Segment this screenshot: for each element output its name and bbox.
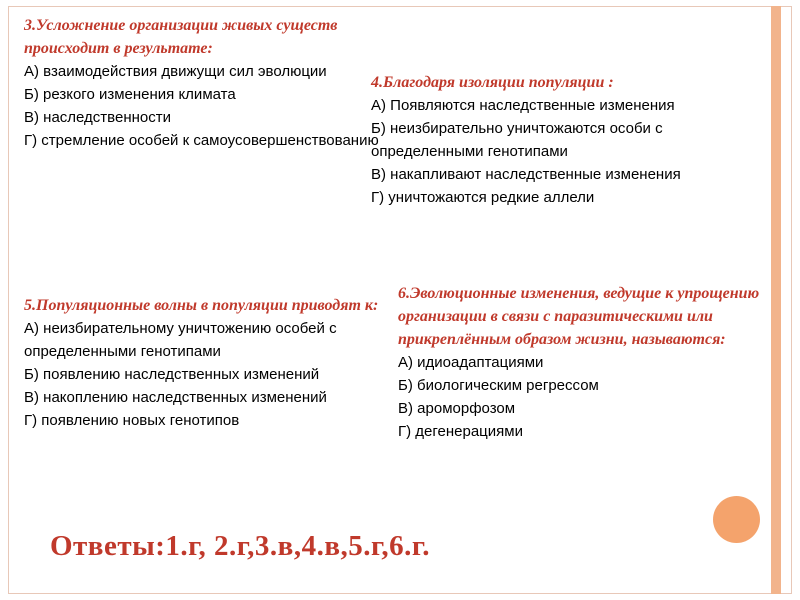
question-4-option-b: Б) неизбирательно уничтожаются особи с определенными генотипами (371, 120, 663, 160)
question-3-title: 3.Усложнение организации живых существ происходит в результате: (24, 17, 338, 57)
question-3-option-c: В) наследственности (24, 109, 171, 126)
question-3-option-d: Г) стремление особей к самоусовершенствованию (24, 132, 379, 149)
question-4-title: 4.Благодаря изоляции популяции : (371, 74, 614, 91)
question-4-option-c: В) накапливают наследственные изменения (371, 166, 681, 183)
question-4-option-a: А) Появляются наследственные изменения (371, 97, 675, 114)
question-3-option-a: А) взаимодействия движущи сил эволюции (24, 63, 327, 80)
question-4 (371, 71, 771, 209)
decorative-rail (771, 6, 781, 594)
question-6-option-a: А) идиоадаптациями (398, 354, 544, 371)
question-6-option-b: Б) биологическим регрессом (398, 377, 599, 394)
decorative-circle (713, 496, 760, 543)
question-5-option-b: Б) появлению наследственных изменений (24, 366, 320, 383)
question-6 (398, 282, 768, 443)
question-6-option-d: Г) дегенерациями (398, 423, 523, 440)
question-3-option-b: Б) резкого изменения климата (24, 86, 236, 103)
question-5-option-a: А) неизбирательному уничтожению особей с определенными генотипами (24, 320, 337, 360)
question-4-option-d: Г) уничтожаются редкие аллели (371, 189, 595, 206)
question-5-title: 5.Популяционные волны в популяции приводят к: (24, 297, 379, 314)
question-5-option-d: Г) появлению новых генотипов (24, 412, 240, 429)
question-6-option-c: В) ароморфозом (398, 400, 516, 417)
answers-line: Ответы:1.г, 2.г,3.в,4.в,5.г,6.г. (50, 530, 431, 562)
question-6-title: 6.Эволюционные изменения, ведущие к упрощению организации в связи с паразитическими или прикреплённым образом жизни, называются: (398, 285, 760, 348)
question-5-option-c: В) накоплению наследственных изменений (24, 389, 327, 406)
question-3 (24, 14, 404, 152)
question-5 (24, 294, 404, 432)
